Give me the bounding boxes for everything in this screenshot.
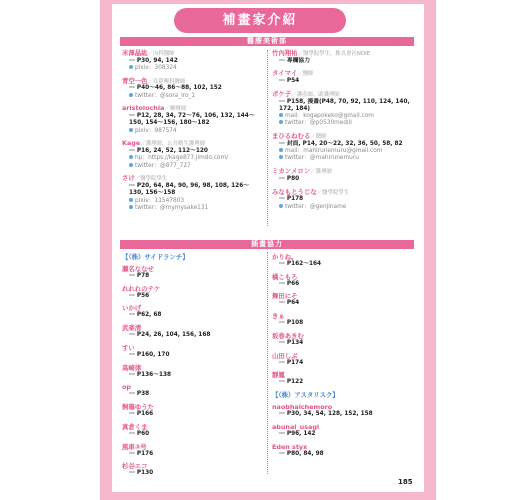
artist-role: ／護理師、公共衛生護理師 [140, 141, 205, 148]
artist-name [272, 312, 414, 320]
artist-entry [272, 90, 414, 128]
page-list-text: P38 [136, 391, 150, 398]
artist-name-text: みなもとうじな [272, 187, 317, 196]
page-list: ⋯ P166 [129, 411, 154, 418]
social-link [272, 148, 414, 155]
artist-name-text: 杉谷エコ [122, 462, 148, 471]
page-list-text: P12, 28, 34, 72～76, 106, 132, 144～150, 154～156, 180～182 [129, 113, 255, 127]
artist-name-text: 坂巻あきむ [272, 331, 304, 340]
page-list: ⋯ P24, 26, 104, 156, 168 [129, 332, 211, 339]
artist-entry [272, 132, 414, 162]
artist-name-text: aristolochia [122, 104, 165, 113]
artist-name [272, 132, 414, 141]
page-list: ⋯ P54 [279, 78, 300, 85]
artist-name-text: 高崎律 [122, 363, 142, 372]
social-link-text: twitter：@mymysake131 [135, 204, 209, 211]
artist-entry [272, 253, 414, 268]
artist-name [272, 332, 414, 340]
page-list-text: P78 [136, 273, 150, 279]
page-list: ⋯ P130 [129, 470, 154, 477]
artist-entry [272, 403, 414, 418]
social-link-text: mail：kogapokeko@gmail.com [285, 113, 374, 120]
page-list-text: P162～164 [286, 261, 322, 267]
artist-entry [272, 423, 414, 438]
page-list-text: P40～46, 86～88, 102, 152 [136, 85, 222, 92]
artist-name-text: 青空一色 [122, 76, 148, 85]
artist-entry [122, 265, 262, 280]
social-link [122, 198, 262, 205]
artist-name [122, 324, 262, 332]
social-link [122, 93, 262, 100]
artist-entry [122, 174, 262, 212]
page-list: ⋯ P176 [129, 450, 154, 457]
pixiv-icon [129, 128, 133, 132]
artist-entry [122, 383, 262, 398]
page-list-text: P64 [286, 300, 300, 307]
artist-role: ／醫師 [310, 134, 327, 141]
social-link-text: hp：https://kage877.jimdo.com/ [135, 155, 229, 162]
page-list: ⋯ P30, 94, 142 [129, 57, 178, 64]
page-list: ⋯ P62, 68 [129, 312, 162, 319]
page-list-text: P62, 68 [136, 312, 162, 319]
page-list-text: 專欄協力 [286, 57, 311, 64]
social-link-text: mail：mahirunemuru@gmail.com [285, 148, 383, 155]
artist-name [122, 49, 262, 58]
artist-role: ／耳鼻喉科醫師 [147, 78, 186, 85]
social-link [272, 120, 414, 127]
artist-entry [272, 292, 414, 307]
artist-name-text: 靜鳳 [272, 371, 285, 380]
page-list: ⋯ P158, 漫畫(P48, 70, 92, 110, 124, 140, 172, 184) [279, 98, 410, 112]
artist-entry [272, 312, 414, 327]
medical-art-right-column [272, 49, 414, 215]
artist-name-text: 飼鶏ゆうた [122, 403, 154, 412]
artist-name [122, 344, 262, 352]
artist-name [272, 443, 414, 451]
artist-name-text: 瀬名ななせ [122, 265, 154, 273]
artist-name-text: かりね。 [272, 253, 298, 261]
page-list-text: P166 [136, 411, 154, 418]
page-list: ⋯ P60 [129, 430, 150, 437]
page-list-text: P158, 漫畫(P48, 70, 92, 110, 124, 140, 172, 184) [279, 98, 410, 112]
artist-name-text: naobhalchemoro [272, 403, 333, 412]
social-link-text: twitter：@mahirunemuru [285, 155, 359, 162]
page-list: ⋯ P66 [279, 280, 300, 287]
artist-name-text: すい [122, 343, 135, 352]
twitter-icon [279, 120, 283, 124]
social-link [122, 163, 262, 170]
artist-name [122, 77, 262, 86]
twitter-icon [129, 93, 133, 97]
illustration-left-column [122, 253, 262, 482]
page-list: ⋯ P78 [129, 273, 150, 279]
artist-name [272, 188, 414, 197]
artist-name [272, 90, 414, 99]
artist-entry [122, 139, 262, 169]
artist-entry [272, 49, 414, 65]
section-header-medical-art: 醫療美術部 [120, 37, 414, 46]
page-list: ⋯ P108 [279, 320, 304, 327]
page-list: ⋯ P16, 24, 52, 112～120 [129, 148, 208, 155]
column-divider [267, 252, 268, 474]
page-number: 185 [398, 478, 413, 486]
artist-name [122, 383, 262, 391]
artist-role: ／護產師、助護理師 [291, 91, 340, 98]
page-list-text: P160, 170 [136, 351, 170, 358]
page-list: ⋯ P64 [279, 300, 300, 307]
social-link [122, 155, 262, 162]
artist-name [122, 304, 262, 312]
artist-name [122, 403, 262, 411]
artist-name-text: タイマイ [272, 69, 298, 78]
page-list: ⋯ P160, 170 [129, 351, 170, 358]
artist-entry [122, 324, 262, 339]
artist-entry [272, 188, 414, 211]
page-list-text: P130 [136, 470, 154, 477]
page-list-text: P56 [136, 292, 150, 299]
artist-role: ／醫學院學生、株式會社NOIE [297, 51, 371, 57]
artist-role: ／醫師 [297, 71, 314, 78]
artist-entry [122, 403, 262, 418]
social-link [122, 65, 262, 72]
homepage-icon [129, 155, 133, 159]
artist-name [122, 443, 262, 451]
page-list-text: P122 [286, 379, 304, 386]
artist-entry [272, 332, 414, 347]
artist-name [272, 273, 414, 281]
social-link [272, 155, 414, 162]
artist-name [272, 69, 414, 78]
column-divider [267, 50, 268, 226]
artist-name-text: 武楽清 [122, 324, 142, 333]
artist-name [272, 292, 414, 300]
page-list-text: P174 [286, 359, 304, 366]
artist-name-text: まひるねむる [272, 132, 311, 141]
page-list-text: P80, 84, 98 [286, 450, 324, 457]
page-list-text: P54 [286, 78, 300, 85]
page-list: ⋯ P30, 34, 54, 128, 152, 158 [279, 411, 373, 418]
pixiv-icon [129, 198, 133, 202]
page-list: ⋯ P80 [279, 175, 300, 182]
artist-name [122, 364, 262, 372]
artist-entry [272, 167, 414, 183]
artist-name-text: Kage [122, 139, 141, 148]
page-list: ⋯ P56 [129, 292, 150, 299]
artist-name-text: 舞田にそ [272, 292, 298, 301]
page-list-text: P176 [136, 450, 154, 457]
social-link-text: twitter：@sora_iro_1 [135, 92, 196, 99]
artist-name-text: れれれのテケ [122, 284, 161, 293]
artist-name-text: 橘こもろ [272, 272, 298, 281]
artist-role: ／藥劑師 [164, 106, 186, 113]
page-list-text: P96, 142 [286, 430, 316, 437]
artist-name [272, 403, 414, 411]
artist-entry [122, 423, 262, 438]
social-link [272, 113, 414, 120]
artist-entry [122, 104, 262, 134]
social-link-text: pixiv：308324 [135, 64, 177, 71]
artist-role: ／護理師 [310, 169, 332, 176]
page-list-text: 封面, P14, 20～22, 32, 36, 50, 58, 82 [286, 140, 403, 147]
artist-name-text: 山田しぶ [272, 351, 298, 360]
artist-name [272, 49, 414, 58]
social-link-text: twitter：@877_727 [135, 162, 191, 169]
artist-entry [272, 352, 414, 367]
pixiv-icon [129, 65, 133, 69]
page-list-text: P20, 64, 84, 90, 96, 98, 108, 126～130, 156～158 [129, 183, 250, 197]
page-list-text: P108 [286, 320, 304, 327]
artist-name [272, 423, 414, 431]
mail-icon [279, 113, 283, 117]
artist-entry [122, 285, 262, 300]
artist-entry [122, 49, 262, 72]
illustration-right-column [272, 253, 414, 462]
artist-role: ／醫學院學生 [316, 189, 350, 196]
artist-name-text: 真倉くま [122, 422, 148, 431]
artist-name-text: きぁ [272, 312, 285, 321]
page-list: ⋯ P80, 84, 98 [279, 450, 324, 457]
artist-entry [272, 443, 414, 458]
artist-role: ／內科醫師 [147, 51, 175, 57]
page-list-text: P24, 26, 104, 156, 168 [136, 332, 211, 339]
artist-name [122, 174, 262, 183]
artist-name-text: いかげ [122, 304, 142, 313]
page-list-text: P178 [286, 196, 304, 203]
page-list-text: P134 [286, 339, 304, 346]
artist-name-text: 米澤晶紘 [122, 49, 148, 57]
page-list: ⋯ P20, 64, 84, 90, 96, 98, 108, 126～130, 156～158 [129, 183, 250, 197]
artist-name [122, 285, 262, 293]
artist-name-text: abunai_usagi [272, 422, 320, 431]
twitter-icon [129, 163, 133, 167]
group-label: 【（株）サイドランチ】 [122, 253, 189, 261]
artist-name [272, 352, 414, 360]
group-label: 【（株）アスタリスク】 [272, 391, 339, 400]
artist-name-text: ポケ子 [272, 89, 292, 98]
artist-entry [272, 69, 414, 85]
artist-name [122, 139, 262, 148]
page-list: ⋯ 封面, P14, 20～22, 32, 36, 50, 58, 82 [279, 140, 403, 147]
mail-icon [279, 148, 283, 152]
medical-art-left-column [122, 49, 262, 217]
artist-name-text: 竹內翔祐 [272, 49, 298, 57]
artist-name [122, 265, 262, 273]
artist-name-text: さけ [122, 174, 135, 183]
social-link-text: pixiv：11547803 [135, 197, 185, 204]
page-title: 補畫家介紹 [174, 8, 346, 33]
page-list: ⋯ P12, 28, 34, 72～76, 106, 132, 144～150, 154～156, 180～182 [129, 113, 255, 127]
artist-name [122, 104, 262, 113]
artist-entry [272, 273, 414, 288]
twitter-icon [129, 205, 133, 209]
artist-name-text: ミカンメロン [272, 167, 311, 176]
twitter-icon [279, 155, 283, 159]
page-list: ⋯ P122 [279, 379, 304, 386]
artist-entry [122, 364, 262, 379]
artist-name [122, 462, 262, 470]
social-link-text: twitter：@genjiname [285, 203, 347, 210]
page-list-text: P60 [136, 430, 150, 437]
page-list: ⋯ P136～138 [129, 371, 172, 378]
artist-name [272, 167, 414, 176]
page-list: ⋯ P162～164 [279, 261, 322, 267]
artist-name-text: op [122, 383, 131, 392]
artist-name-text: 風車③号 [122, 442, 147, 451]
page-list: ⋯ P174 [279, 359, 304, 366]
section-header-illustration-cooperation: 插畫協力 [120, 240, 414, 249]
artist-name [122, 423, 262, 431]
social-link-text: twitter：@p0530medill [285, 120, 352, 127]
artist-role: ／醫學院學生 [134, 176, 168, 183]
page-list-text: P80 [286, 175, 300, 182]
page-list: ⋯ P178 [279, 196, 304, 203]
page-list-text: P30, 94, 142 [136, 57, 178, 64]
artist-entry [122, 304, 262, 319]
social-link-text: pixiv：987574 [135, 127, 177, 134]
artist-name [272, 253, 414, 261]
artist-entry [122, 77, 262, 100]
social-link [122, 128, 262, 135]
artist-entry [122, 462, 262, 477]
page-list-text: P136～138 [136, 371, 172, 378]
page-list-text: P16, 24, 52, 112～120 [136, 148, 208, 155]
page-list: ⋯ 專欄協力 [279, 57, 311, 64]
artist-name-text: Eden styx [272, 442, 308, 451]
twitter-icon [279, 204, 283, 208]
page-list: ⋯ P134 [279, 339, 304, 346]
page-list: ⋯ P38 [129, 391, 150, 398]
artist-name [272, 371, 414, 379]
artist-entry [122, 443, 262, 458]
social-link [122, 205, 262, 212]
page-list-text: P66 [286, 280, 300, 287]
page-list: ⋯ P96, 142 [279, 430, 316, 437]
artist-entry [122, 344, 262, 359]
social-link [272, 204, 414, 211]
page-list: ⋯ P40～46, 86～88, 102, 152 [129, 85, 222, 92]
artist-entry [272, 371, 414, 386]
page-list-text: P30, 34, 54, 128, 152, 158 [286, 411, 373, 418]
